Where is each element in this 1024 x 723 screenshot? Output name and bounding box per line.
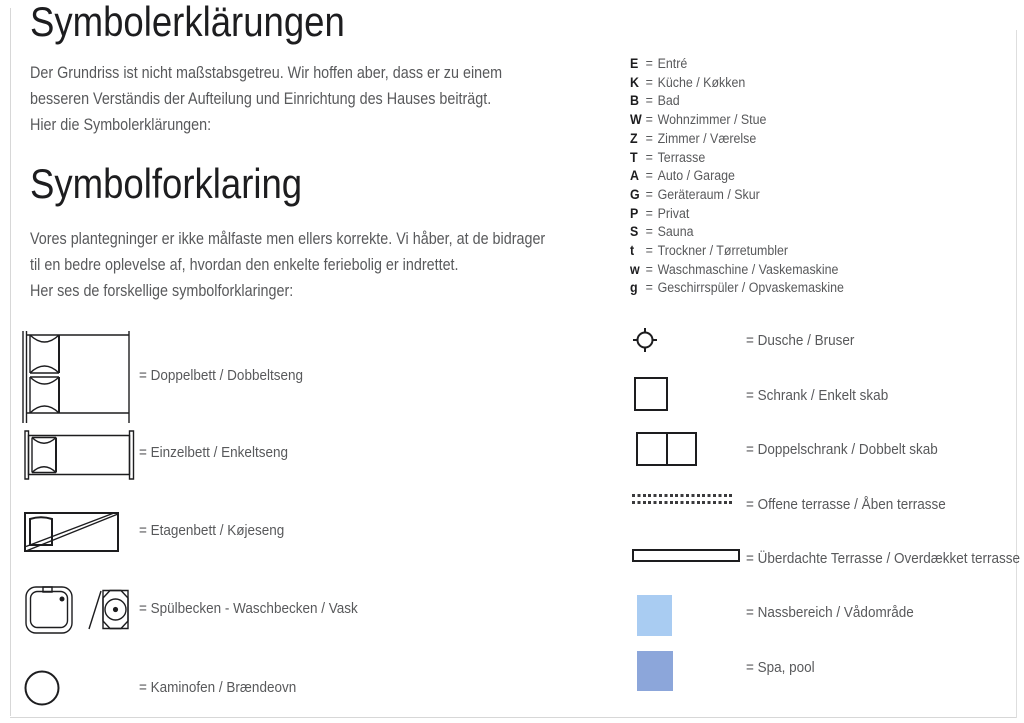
intro-paragraph-danish [30,226,622,304]
abbr-label: Wohnzimmer / Stue [657,112,767,128]
abbr-label: Geschirrspüler / Opvaskemaskine [657,280,844,296]
scan-edge-right [1016,30,1017,718]
intro-da-line-1: Vores plantegninger er ikke målfaste men ellers korrekte. Vi håber, at de bidrager [30,230,546,248]
abbr-letter: P [630,205,639,221]
abbreviation-list [630,55,844,298]
bunk-bed-icon [24,510,120,554]
abbr-label: Sauna [657,224,694,240]
abbr-letter: K [630,74,639,90]
abbreviation-row-geschirrspueler [630,279,844,298]
abbreviation-row-terrasse [630,149,844,168]
intro-de-line-1: Der Grundriss ist nicht maßstabsgetreu. Wir hoffen aber, dass er zu einem [30,64,503,82]
bunk-bed-label: = Etagenbett / Køjeseng [139,522,285,539]
abbr-letter: G [630,186,640,202]
sink-washbasin-icon [24,582,130,638]
abbr-label: Geräteraum / Skur [657,186,760,202]
abbreviation-row-bad [630,92,844,111]
abbreviation-row-privat [630,205,844,224]
abbr-label: Bad [657,93,680,109]
abbr-letter: Z [630,130,638,146]
covered-terrace-icon [632,549,740,562]
abbr-letter: S [630,224,639,240]
abbreviation-row-wohnzimmer [630,111,844,130]
page-title-german-text: Symbolerklärungen [30,0,345,45]
equals-sign: = [645,205,653,221]
abbr-label: Auto / Garage [657,168,735,184]
abbr-letter: g [630,280,638,296]
intro-da-line-3: Her ses de forskellige symbolforklaringer: [30,282,294,300]
equals-sign: = [645,93,653,109]
single-cabinet-label: = Schrank / Enkelt skab [746,387,889,404]
abbreviation-row-trockner [630,242,844,261]
abbr-label: Waschmaschine / Vaskemaskine [657,261,839,277]
scan-edge-bottom [10,717,1017,718]
equals-sign: = [645,168,653,184]
abbreviation-row-waschmaschine [630,261,844,280]
single-cabinet-icon [634,377,668,411]
page-title-german [30,1,392,43]
abbr-letter: B [630,93,639,109]
abbr-letter: A [630,168,639,184]
intro-de-line-2: besseren Verständis der Aufteilung und Einrichtung des Hauses beiträgt. [30,90,492,108]
equals-sign: = [645,130,653,146]
double-cabinet-icon [636,432,697,466]
abbr-letter: w [630,261,640,277]
spa-pool-label: = Spa, pool [746,659,815,676]
covered-terrace-label: = Überdachte Terrasse / Overdækket terrasse [746,550,1021,567]
shower-icon [631,326,659,354]
double-cabinet-label: = Doppelschrank / Dobbelt skab [746,441,938,458]
abbr-letter: E [630,56,639,71]
intro-da-line-2: til en bedre oplevelse af, hvordan den enkelte feriebolig er indrettet. [30,256,459,274]
single-bed-label: = Einzelbett / Enkeltseng [139,444,288,461]
abbr-label: Küche / Køkken [657,74,746,90]
equals-sign: = [645,186,653,202]
abbr-label: Zimmer / Værelse [657,130,757,146]
page-title-danish [30,160,343,207]
equals-sign: = [645,224,653,240]
wood-stove-label: = Kaminofen / Brændeovn [139,679,297,696]
spa-pool-icon [637,651,673,691]
equals-sign: = [645,149,653,165]
abbreviation-row-entre [630,55,844,74]
equals-sign: = [645,261,653,277]
wet-area-icon [637,595,672,636]
scan-edge-left [10,8,11,716]
abbr-label: Terrasse [657,149,706,165]
equals-sign: = [645,243,653,259]
intro-paragraph-german [30,60,573,138]
abbreviation-row-zimmer [630,130,844,149]
abbr-label: Privat [657,205,690,221]
intro-de-line-3: Hier die Symbolerklärungen: [30,116,212,134]
abbr-label: Trockner / Tørretumbler [657,243,789,259]
abbr-letter: t [630,243,635,259]
double-bed-icon [22,329,134,424]
abbreviation-row-sauna [630,223,844,242]
abbr-letter: T [630,149,638,165]
equals-sign: = [645,112,653,128]
equals-sign: = [645,74,653,90]
sink-washbasin-label: = Spülbecken - Waschbecken / Vask [139,600,358,617]
shower-label: = Dusche / Bruser [746,332,855,349]
abbreviation-row-auto [630,167,844,186]
abbreviation-row-kueche [630,74,844,93]
page-title-danish-text: Symbolforklaring [30,160,303,207]
abbr-label: Entré [657,56,688,71]
abbreviation-row-geraeteraum [630,186,844,205]
cabinet-divider [666,434,668,464]
open-terrace-label: = Offene terrasse / Åben terrasse [746,496,946,513]
single-bed-icon [24,430,136,480]
wood-stove-icon [23,669,61,707]
equals-sign: = [645,280,653,296]
abbr-letter: W [630,112,642,128]
equals-sign: = [645,56,653,71]
double-bed-label: = Doppelbett / Dobbeltseng [139,367,303,384]
wet-area-label: = Nassbereich / Vådområde [746,604,914,621]
